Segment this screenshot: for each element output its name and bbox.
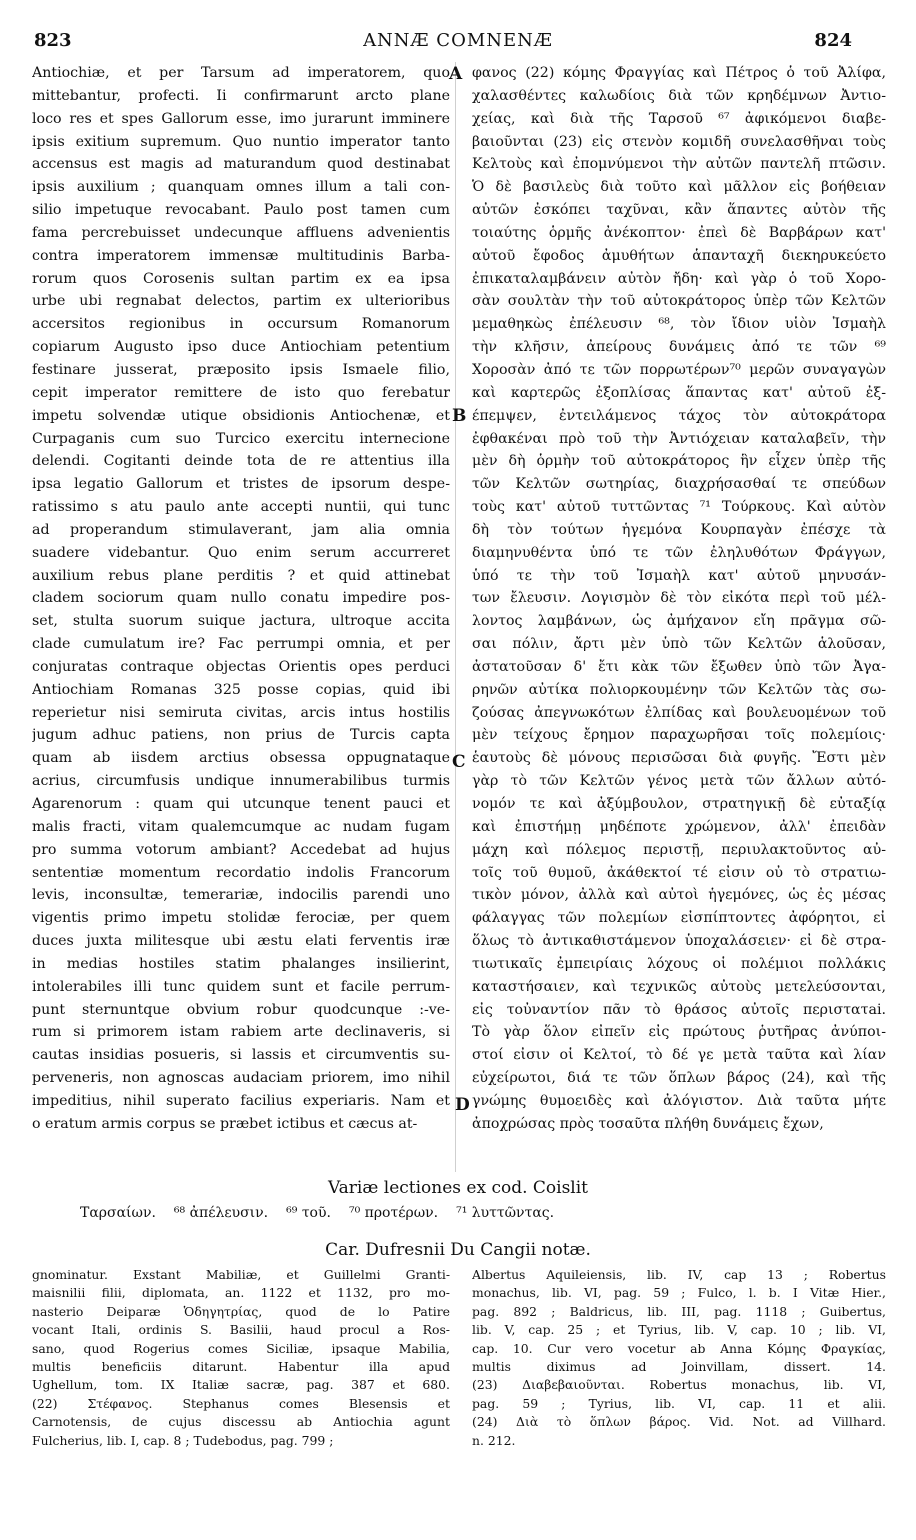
variae-lectiones-list xyxy=(80,1205,840,1221)
page-header xyxy=(0,30,916,56)
text-line: duces juxta militesque ubi æstu elati ferventis iræ xyxy=(32,933,450,950)
text-line: ρηνῶν αὐτίκα πολιορκουμένην τῶν Κελτῶν τὰς σω- xyxy=(472,681,886,698)
note-line: lib. V, cap. 25 ; et Tyrius, lib. V, cap. 10 ; lib. VI, xyxy=(472,1322,886,1338)
text-line: βαιοῦνται (23) εἰς στενὸν κομιδῆ συνελασθῆναι τοὺς xyxy=(472,133,886,150)
notes-title: Car. Dufresnii Du Cangii notæ. xyxy=(325,1240,591,1260)
greek-column xyxy=(472,62,886,1172)
note-line: Albertus Aquileiensis, lib. IV, cap 13 ; Robertus xyxy=(472,1267,886,1282)
text-line: καταστήσαιεν, καὶ τεχνικῶς αὐτοὺς μετελεύσονται, xyxy=(472,978,886,995)
text-line: τικὸν μόνον, ἀλλὰ καὶ αὐτοὶ ἡγεμόνες, ὡς ἐς μέσας xyxy=(472,887,886,904)
text-line: copiarum Augusto ipso duce Antiochiam petentium xyxy=(32,339,450,356)
note-line: Fulcherius, lib. I, cap. 8 ; Tudebodus, pag. 799 ; xyxy=(32,1432,334,1448)
text-line: impeditius, nihil superato facilius experiaris. Nam et xyxy=(32,1092,450,1109)
text-line: cepit imperator remittere de isto quo ferebatur xyxy=(32,384,450,401)
text-line: silio impetuque revocabant. Paulo post tamen cum xyxy=(32,202,450,219)
note-line: (24) Διὰ τὸ ὅπλων βάρος. Vid. Not. ad Villhard. xyxy=(472,1414,886,1430)
text-line: rorum quos Corosenis sultan partim ex ea ipsa xyxy=(32,270,450,287)
page-number-left: 823 xyxy=(34,30,72,51)
text-line: punt sternuntque obvium robur quodcunque :-ve- xyxy=(32,1001,450,1018)
text-line: conjuratas contraque objectas Orientis opes perduci xyxy=(32,658,450,675)
text-line: τοῖς τοῦ θυμοῦ, ἀκάθεκτοί τέ εἰσιν οὐ τὸ στρατιω- xyxy=(472,864,886,881)
text-line: έπεμψεν, ἐντειλάμενος τάχος τὸν αὐτοκράτορα xyxy=(472,407,886,424)
note-line: cap. 10. Cur vero vocetur ab Anna Κόμης Φραγκίας, xyxy=(472,1340,886,1356)
note-line: Carnotensis, de cujus discessu ab Antiochia agunt xyxy=(32,1414,450,1430)
text-line: loco res et spes Gallorum esse, imo jurarunt imminere xyxy=(32,110,450,127)
text-line: ὑπό τε τὴν τοῦ Ἰσμαὴλ κατ' αὐτοῦ μηνυσάν- xyxy=(472,567,886,584)
text-line: εὐχείρωτοι, διά τε τῶν ὅπλων βάρος (24), καὶ τῆς xyxy=(472,1070,886,1087)
text-line: ἐφθακέναι πρὸ τοῦ τὴν Ἀντιόχειαν καταλαβεῖν, τὴν xyxy=(472,430,886,447)
text-line: διαμηνυθέντα ὑπό τε τῶν ἐληλυθότων Φράγγων, xyxy=(472,544,886,561)
note-line: Ughellum, tom. IX Italiæ sacræ, pag. 387 et 680. xyxy=(32,1377,450,1393)
variant-reading: ⁷¹ λυττῶντας. xyxy=(456,1205,555,1221)
variant-reading: ⁶⁹ τοῦ. xyxy=(286,1205,331,1221)
text-line: quam ab iisdem arctius obsessa oppugnataque xyxy=(32,750,450,767)
text-line: cladem sociorum quam nullo conatu impedire pos- xyxy=(32,590,450,607)
text-line: rum si primorem istam rabiem arte declinaveris, si xyxy=(32,1024,450,1041)
text-line: φανος (22) κόμης Φραγγίας καὶ Πέτρος ὁ τοῦ Ἀλίφα, xyxy=(472,65,886,81)
text-line: μάχη καὶ πόλεμος περιστῇ, περιυλακτοῦντος αὐ- xyxy=(472,841,886,858)
text-line: μὲν δὴ ὁρμὴν τοῦ αὐτοκράτορος ἣν εἶχεν ὑπὲρ τῆς xyxy=(472,453,886,470)
text-line: acrius, circumfusis undique innumerabilibus turmis xyxy=(32,773,450,790)
text-line: σὰν σουλτὰν τὴν τοῦ αὐτοκράτορος ὑπὲρ τῶν Κελτῶν xyxy=(472,293,886,310)
text-line: Τὸ γὰρ ὅλον εἰπεῖν εἰς πρώτους ῥυτῆρας ἀνύποι- xyxy=(472,1024,886,1041)
text-line: ἐπικαταλαμβάνειν αὐτὸν ἤδη· καὶ γὰρ ὁ τοῦ Χορο- xyxy=(472,270,886,287)
running-title: ANNÆ COMNENÆ xyxy=(363,30,553,51)
text-line: Curpaganis cum suo Turcico exercitu internecione xyxy=(32,430,450,447)
column-divider xyxy=(455,62,456,1172)
text-line: αὐτοῦ ἔφοδος ἀμυθήτων ἁπανταχῆ διεκηρυκεύετο xyxy=(472,247,886,264)
text-line: intolerabiles illi tunc quidem sunt et facile perrum- xyxy=(32,978,450,995)
text-line: ἑαυτοὺς δὲ μόνους περισῶσαι διὰ φυγῆς. Ἔστι μὲν xyxy=(472,750,886,767)
text-line: sententiæ momentum recordatio indolis Francorum xyxy=(32,864,450,881)
text-line: festinare jusserat, præposito ipsis Ismaele filio, xyxy=(32,361,450,378)
text-line: των ἔλευσιν. Λογισμὸν δὲ τὸν εἰκότα περὶ τοῦ μέλ- xyxy=(472,590,886,607)
latin-column xyxy=(32,62,450,1172)
margin-letter-d: D xyxy=(455,1095,470,1115)
margin-letter-b: B xyxy=(452,406,467,426)
text-line: νομόν τε καὶ ἀξύμβουλον, στρατηγικῇ δὲ εὐταξίᾳ xyxy=(472,796,886,812)
text-line: levis, inconsultæ, temerariæ, indocilis parendi uno xyxy=(32,887,450,904)
text-line: λοντος λαμβάνων, ὡς ἀμήχανον εἴη πρᾶγμα σῶ- xyxy=(472,613,886,630)
text-line: Κελτοὺς καὶ ἐπομνύμενοι τὴν αὐτῶν παντελῆ πτῶσιν. xyxy=(472,156,886,173)
text-line: αὐτῶν ἐσκόπει ταχῦναι, κἂν ἅπαντες αὐτὸν τῆς xyxy=(472,202,886,219)
text-line: σαι πόλιν, ἄρτι μὲν ὑπὸ τῶν Κελτῶν ἁλοῦσαν, xyxy=(472,636,886,653)
note-line: monachus, lib. VI, pag. 59 ; Fulco, l. b. I Vitæ Hier., xyxy=(472,1285,886,1301)
note-line: multis beneficiis ditarunt. Habentur illa apud xyxy=(32,1358,450,1374)
text-line: set, stulta suorum suique jactura, ultroque accita xyxy=(32,613,450,630)
text-line: ipsis auxilium ; quanquam omnes illum a tali con- xyxy=(32,179,450,196)
note-line: gnominatur. Exstant Mabiliæ, et Guillelmi Granti- xyxy=(32,1267,450,1282)
text-line: μὲν τείχους ἔρημον παραχωρῆσαι τοῖς πολεμίοις· xyxy=(472,727,886,744)
margin-letter-c: C xyxy=(452,752,466,772)
note-line: sano, quod Rogerius comes Siciliæ, ipsaque Mabilia, xyxy=(32,1340,450,1356)
text-line: Antiochiam Romanas 325 posse copias, quid ibi xyxy=(32,681,450,698)
variae-lectiones-title: Variæ lectiones ex cod. Coislit xyxy=(327,1178,589,1198)
note-line: multis diximus ad Joinvillam, dissert. 14. xyxy=(472,1358,886,1374)
text-line: ἀστατοῦσαν δ' ἔτι κὰκ τῶν ἔξωθεν ὑπὸ τῶν Ἀγα- xyxy=(472,658,886,675)
text-line: γὰρ τὸ τῶν Κελτῶν γένος μετὰ τῶν ἄλλων αὐτό- xyxy=(472,773,886,790)
note-line: (22) Στέφανος. Stephanus comes Blesensis et xyxy=(32,1395,450,1411)
text-line: fama percrebuisset undecunque affluens advenientis xyxy=(32,224,450,241)
text-line: τὴν κλῆσιν, ἀπείρους δυνάμεις ἀπό τε τῶν ⁶⁹ xyxy=(472,339,886,356)
text-line: Antiochiæ, et per Tarsum ad imperatorem, quo xyxy=(32,65,450,81)
text-line: auxilium rebus plane perditis ? et quid attinebat xyxy=(32,567,450,584)
text-line: ἀποχρώσας πρὸς τοσαῦτα πλήθη δυνάμεις ἔχων, xyxy=(472,1115,824,1132)
margin-letter-a: A xyxy=(449,64,463,84)
text-line: clade cumulatum ire? Fac perrumpi omnia, et per xyxy=(32,636,450,653)
text-line: ratissimo s atu paulo ante accepti nuntii, qui tunc xyxy=(32,499,450,516)
text-line: χαλασθέντες καλωδίοις διὰ τῶν κρηδέμνων Ἀντιο- xyxy=(472,87,886,104)
note-line: pag. 892 ; Baldricus, lib. III, pag. 1118 ; Guibertus, xyxy=(472,1303,886,1319)
text-line: στοί εἰσιν οἱ Κελτοί, τὸ δέ γε μετὰ ταῦτα καὶ λίαν xyxy=(472,1047,886,1064)
note-line: n. 212. xyxy=(472,1432,516,1448)
text-line: contra imperatorem immensæ multitudinis Barba- xyxy=(32,247,450,264)
text-line: suadere videbantur. Quo enim serum accurreret xyxy=(32,544,450,561)
text-line: perveneris, non agnoscas audaciam priorem, imo nihil xyxy=(32,1070,450,1087)
text-line: τοιαύτης ὁρμῆς ἀνέκοπτον· ἐπεὶ δὲ Βαρβάρων κατ' xyxy=(472,224,886,241)
notes-right-column xyxy=(472,1266,886,1450)
text-line: mittebantur, profecti. Ii confirmarunt arcto plane xyxy=(32,87,450,104)
text-line: vigentis primo impetu stolidæ ferociæ, per quem xyxy=(32,910,450,927)
text-line: γνώμης θυμοειδὲς καὶ ἀλόγιστον. Διὰ ταῦτα μήτε xyxy=(472,1092,886,1109)
page-number-right: 824 xyxy=(814,30,852,51)
text-line: Agarenorum : quam qui utcunque tenent pauci et xyxy=(32,796,450,812)
note-line: vocant Itali, ordinis S. Basilii, haud procul a Ros- xyxy=(32,1322,450,1338)
text-line: ipsis exitium supremum. Quo nuntio imperator tanto xyxy=(32,133,450,150)
text-line: Χοροσὰν ἀπό τε τῶν πορρωτέρων⁷⁰ μερῶν συναγαγὼν xyxy=(472,361,886,378)
text-line: εἰς τοὐναντίον πᾶν τὸ θράσος αὐτοῖς περιστατai. xyxy=(472,1001,886,1018)
text-line: χείας, καὶ διὰ τῆς Ταρσοῦ ⁶⁷ ἀφικόμενοι διαβε- xyxy=(472,110,886,127)
text-line: ὅλως τὸ ἀντικαθιστάμενον ὑποχαλάσειεν· εἰ δὲ στρα- xyxy=(472,933,886,950)
variant-reading: Ταρσαίων. xyxy=(80,1205,156,1221)
text-line: cautas insidias posueris, si lassis et circumventis su- xyxy=(32,1047,450,1064)
text-line: urbe ubi regnabat delectos, partim ex ulterioribus xyxy=(32,293,450,310)
text-line: ζούσας ἀπεγνωκότων ἐλπίδας καὶ βουλευομένων τοῦ xyxy=(472,704,886,721)
note-line: (23) Διαβεβαιοῦνται. Robertus monachus, lib. VI, xyxy=(472,1377,886,1393)
variant-reading: ⁶⁸ ἀπέλευσιν. xyxy=(173,1205,269,1221)
text-line: τιωτικαῖς ἐμπειρίαις λόχους οἱ πολέμιοι πολλάκις xyxy=(472,955,886,972)
text-line: Ὁ δὲ βασιλεὺς διὰ τοῦτο καὶ μᾶλλον εἰς βοήθειαν xyxy=(472,179,886,196)
note-line: nasterio Deiparæ Ὁδηγητρίας, quod de lo Patire xyxy=(32,1303,450,1319)
text-line: jugum adhuc patiens, non prius de Turcis capta xyxy=(32,727,450,744)
text-line: τοὺς κατ' αὐτοῦ τυττῶντας ⁷¹ Τούρκους. Καὶ αὐτὸν xyxy=(472,499,886,516)
text-line: delendi. Cogitanti deinde tota de re attentius illa xyxy=(32,453,450,470)
text-line: καὶ ἐπιστήμῃ μηδέποτε χρώμενον, ἀλλ' ἐπειδὰν xyxy=(472,818,886,835)
text-line: μεμαθηκὼς ἐπέλευσιν ⁶⁸, τὸν ἴδιον υἱὸν Ἰσμαὴλ xyxy=(472,316,886,333)
text-line: in medias hostiles statim phalanges insilierint, xyxy=(32,955,450,972)
text-line: δὴ τὸν τούτων ἡγεμόνα Κουρπαγὰν ἐπέσχε τὰ xyxy=(472,521,886,538)
text-line: malis fracti, vitam qualemcumque ac nudam fugam xyxy=(32,818,450,835)
variant-reading: ⁷⁰ προτέρων. xyxy=(348,1205,439,1221)
note-line: pag. 59 ; Tyrius, lib. VI, cap. 11 et alii. xyxy=(472,1395,886,1411)
text-line: καὶ καρτερῶς ἐξοπλίσας ἅπαντας κατ' αὐτοῦ ἐξ- xyxy=(472,384,886,401)
text-line: pro summa votorum ambiant? Accedebat ad hujus xyxy=(32,841,450,858)
text-line: ipsa legatio Gallorum et tristes de ipsorum despe- xyxy=(32,476,450,493)
text-line: o eratum armis corpus se præbet ictibus et cæcus at- xyxy=(32,1115,418,1132)
text-line: reperietur nisi semiruta civitas, arcis intus hostilis xyxy=(32,704,450,721)
note-line: maisnilii filii, diplomata, an. 1122 et 1132, pro mo- xyxy=(32,1285,450,1301)
text-line: accensus est magis ad maturandum quod destinabat xyxy=(32,156,450,173)
notes-left-column xyxy=(32,1266,450,1450)
text-line: impetu solvendæ utique obsidionis Antiochenæ, et xyxy=(32,407,450,424)
text-line: φάλαγγας τῶν πολεμίων εἰσπίπτοντες ἀφόρητοι, εἰ xyxy=(472,910,886,927)
text-line: ad properandum stimulaverant, jam alia omnia xyxy=(32,521,450,538)
text-line: τῶν Κελτῶν σωτηρίας, διαχρήσασθαί τε σπεύδων xyxy=(472,476,886,493)
text-line: accersitos regionibus in occursum Romanorum xyxy=(32,316,450,333)
